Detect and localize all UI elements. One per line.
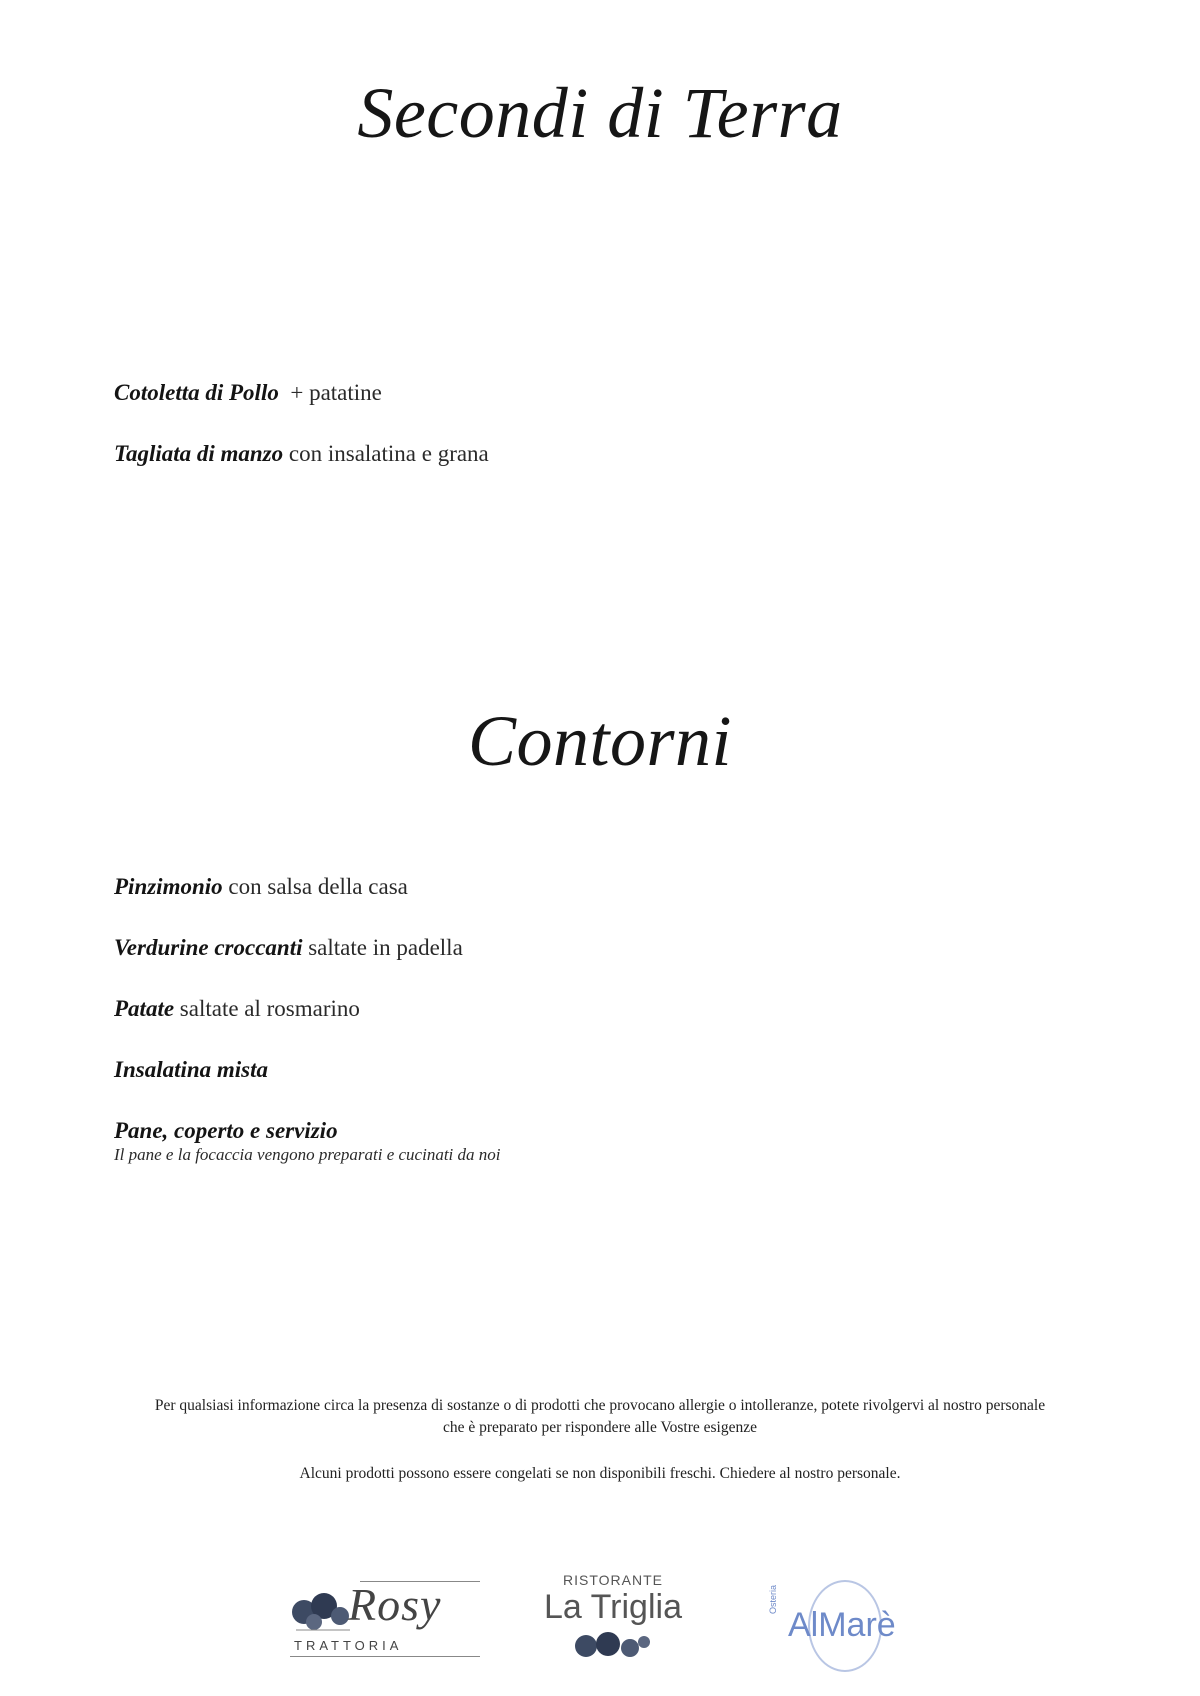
dish-name: Patate — [114, 996, 175, 1021]
logo-triglia-name: La Triglia — [544, 1588, 682, 1626]
list-item — [114, 994, 1014, 1024]
allergy-notice — [60, 1395, 1140, 1439]
dish-name: Pane, coperto e servizio — [114, 1118, 338, 1143]
frozen-notice: Alcuni prodotti possono essere congelati se non disponibili freschi. Chiedere al nostro personale. — [299, 1465, 901, 1482]
dish-description: con insalatina e grana — [288, 441, 489, 466]
dish-name: Insalatina mista — [114, 1057, 269, 1082]
list-item — [114, 378, 1014, 408]
logo-osteria-almare — [768, 1576, 918, 1672]
dish-description: saltate in padella — [308, 935, 463, 960]
logo-rosy-name: Rosy — [348, 1579, 442, 1630]
allergy-notice-line2: che è preparato per rispondere alle Vostre esigenze — [442, 1419, 758, 1436]
allergy-notice-line1: Per qualsiasi informazione circa la presenza di sostanze o di prodotti che provocano allergie o intolleranze, potete rivolgervi al nostro personale — [154, 1397, 1046, 1414]
secondi-list — [114, 378, 1014, 500]
dish-note: Il pane e la focaccia vengono preparati e cucinati da noi — [114, 1145, 501, 1164]
logo-la-triglia — [538, 1570, 688, 1675]
logo-almare-side: Osteria — [768, 1584, 778, 1614]
list-item — [114, 872, 1014, 902]
section-title-contorni: Contorni — [467, 701, 733, 781]
logo-almare-name: AlMarè — [788, 1606, 896, 1644]
dish-name: Pinzimonio — [114, 874, 223, 899]
logo-rosy-trattoria — [290, 1578, 480, 1658]
contorni-list — [114, 872, 1014, 1195]
list-item — [114, 439, 1014, 469]
dish-description: + patatine — [290, 380, 382, 405]
dish-name: Tagliata di manzo — [114, 441, 284, 466]
section-title-secondi: Secondi di Terra — [357, 73, 843, 153]
dish-name: Verdurine croccanti — [114, 935, 303, 960]
logo-triglia-top: RISTORANTE — [563, 1572, 663, 1588]
flower-icon — [568, 1628, 658, 1664]
dish-description: con salsa della casa — [228, 874, 408, 899]
list-item — [114, 1116, 1014, 1164]
logo-strip — [0, 1570, 1200, 1680]
list-item — [114, 1055, 1014, 1085]
dish-name: Cotoletta di Pollo — [114, 380, 279, 405]
flower-icon — [290, 1586, 356, 1636]
dish-description: saltate al rosmarino — [179, 996, 360, 1021]
logo-rosy-sub: TRATTORIA — [294, 1638, 403, 1653]
list-item — [114, 933, 1014, 963]
